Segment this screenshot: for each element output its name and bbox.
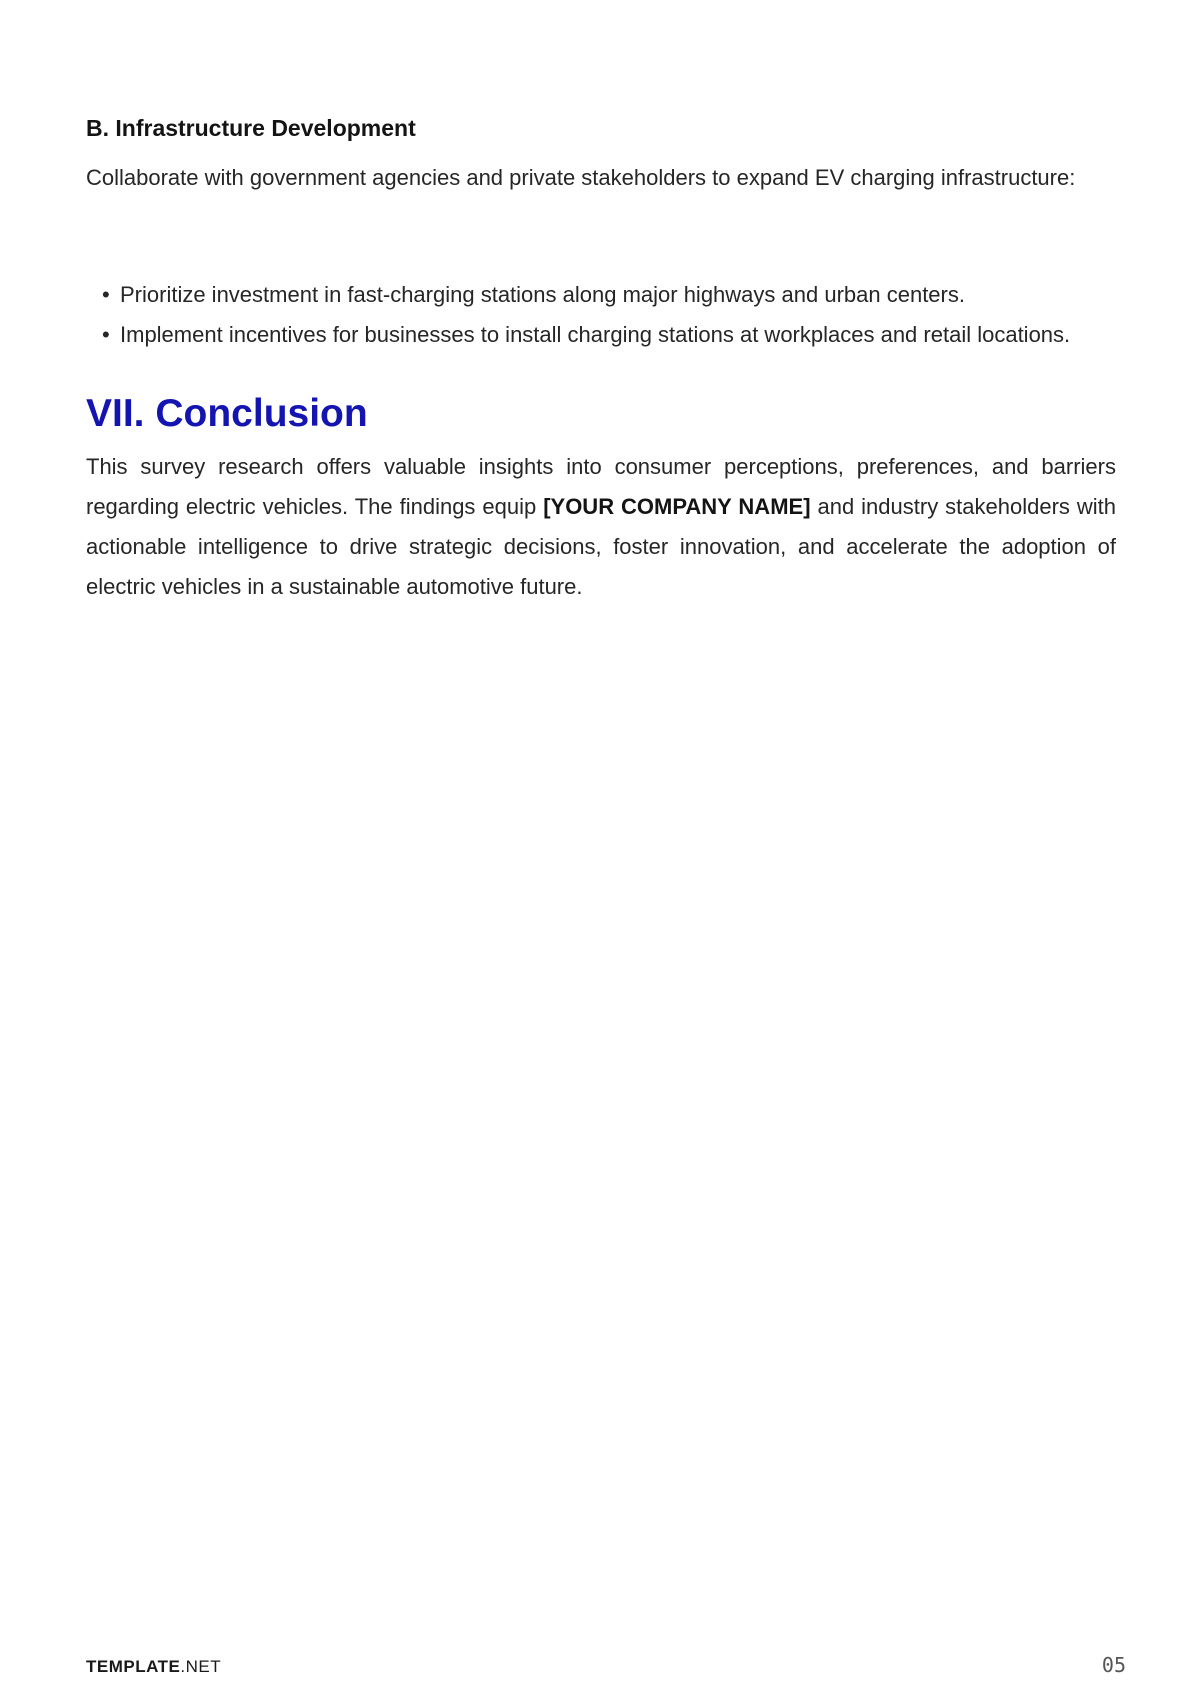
bullet-text: Prioritize investment in fast-charging stations along major highways and urban centers.	[120, 282, 965, 307]
page-number: 05	[1101, 1653, 1126, 1677]
infrastructure-bullet-list	[102, 275, 1106, 355]
conclusion-text-end: and industry stakeholders with actionable intelligence to drive strategic decisions, foster innovation, and accelerate the adoption of electric vehicles in a sustainable automotive future.	[86, 494, 1116, 599]
page-content	[86, 112, 1116, 607]
bullet-icon: •	[102, 322, 110, 347]
list-item	[102, 315, 1106, 355]
conclusion-title: VII. Conclusion	[86, 392, 368, 435]
bullet-list	[102, 275, 1106, 355]
brand-name-bold: TEMPLATE	[86, 1657, 181, 1676]
conclusion-paragraph	[86, 447, 1116, 607]
brand-name-suffix: .NET	[180, 1657, 222, 1676]
bullet-icon: •	[102, 282, 110, 307]
bullet-text: Implement incentives for businesses to install charging stations at workplaces and retail locations.	[120, 322, 1071, 347]
conclusion-text-start: This survey research offers valuable insights into consumer perceptions, preferences, and barriers regarding electric vehicles. The findings equip	[86, 454, 1116, 519]
company-name-placeholder: [YOUR COMPANY NAME]	[543, 494, 811, 519]
infrastructure-heading: B. Infrastructure Development	[86, 115, 416, 141]
footer-brand-logo	[86, 1657, 221, 1677]
list-item	[102, 275, 1106, 315]
infrastructure-intro: Collaborate with government agencies and private stakeholders to expand EV charging infrastructure:	[86, 165, 1076, 190]
